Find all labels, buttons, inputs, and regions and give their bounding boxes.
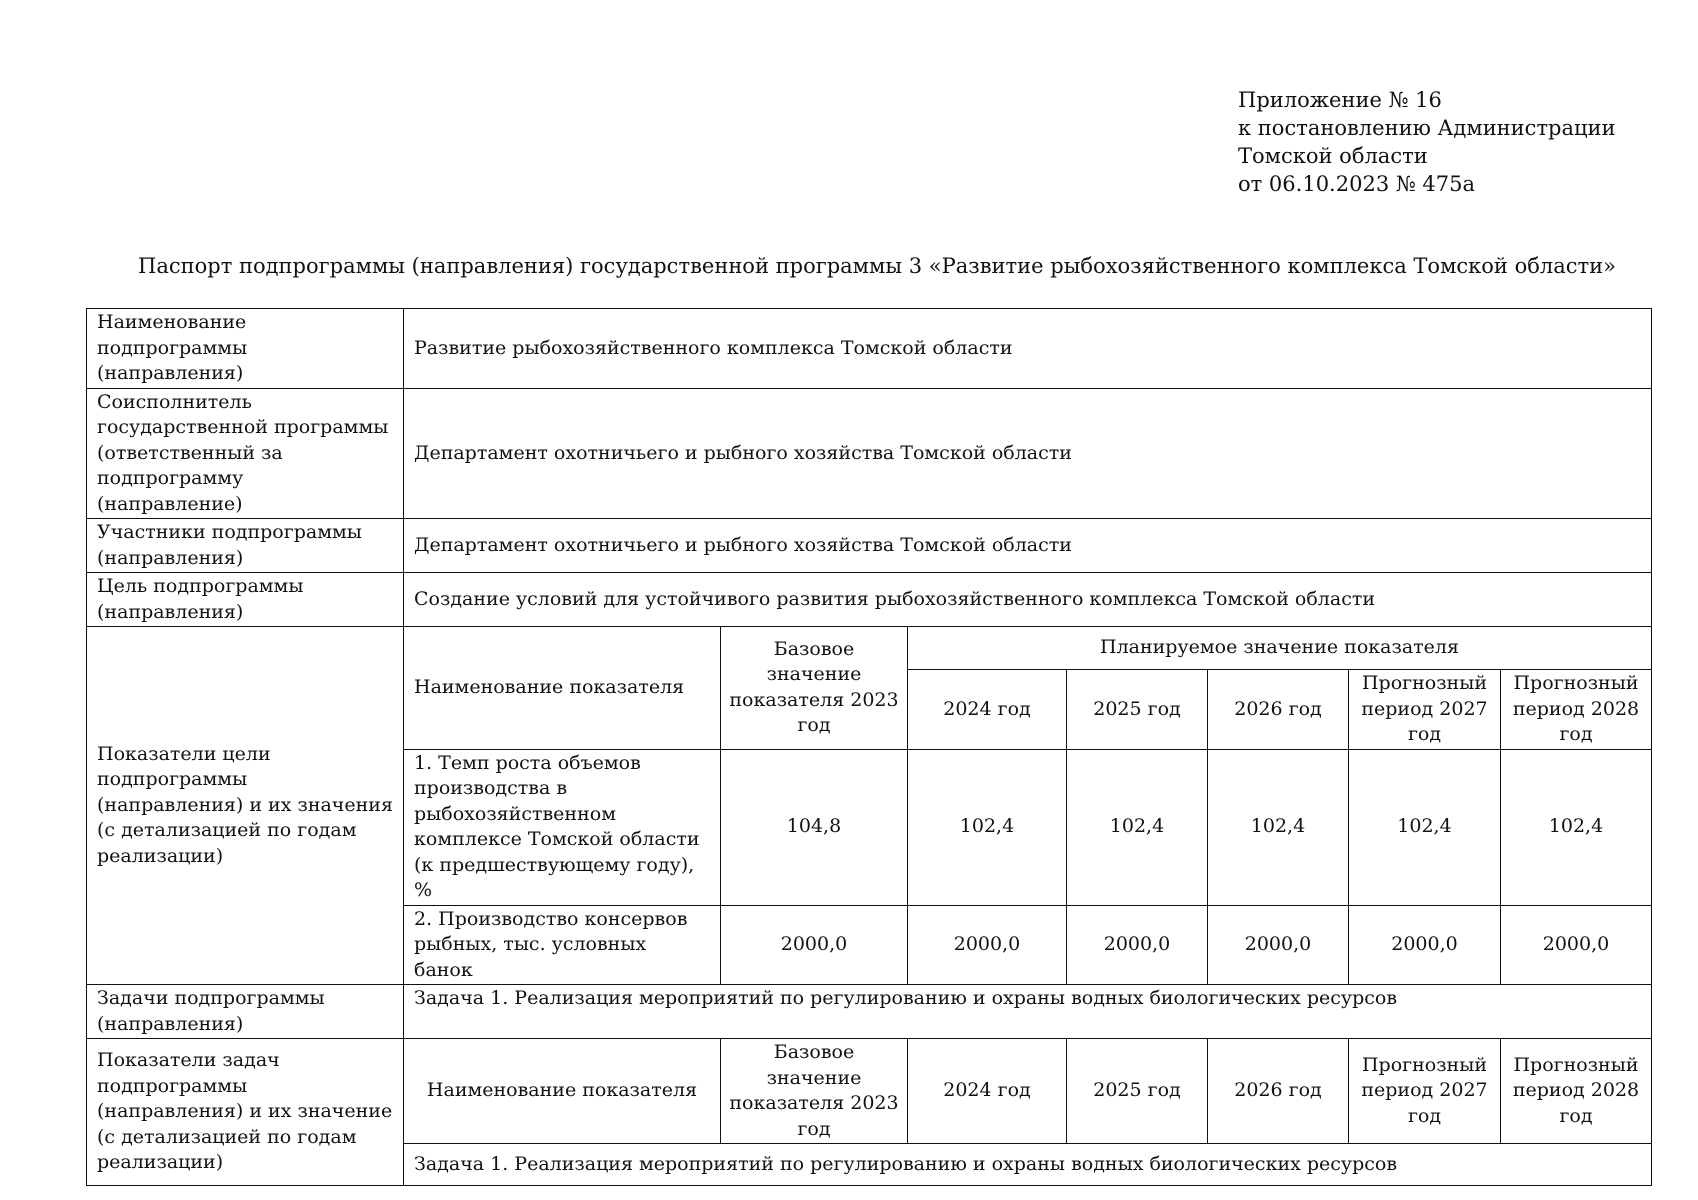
- appendix-reference: к постановлению Администрации: [1238, 116, 1616, 140]
- appendix-date-number: от 06.10.2023 № 475а: [1238, 172, 1475, 196]
- task-header-year-2025: 2025 год: [1067, 1039, 1208, 1144]
- label-coexecutor: Соисполнитель государственной программы (ответственный за подпрограмму (направление): [87, 388, 404, 519]
- document-title: Паспорт подпрограммы (направления) государственной программы 3 «Развитие рыбохозяйственного комплекса Томской области»: [138, 254, 1616, 278]
- indicator-value-2024: 2000,0: [908, 905, 1067, 985]
- header-year-2027: Прогнозный период 2027 год: [1349, 670, 1501, 750]
- row-tasks: [87, 985, 1652, 1039]
- indicator-value-2025: 102,4: [1067, 749, 1208, 905]
- value-tasks: Задача 1. Реализация мероприятий по регулированию и охраны водных биологических ресурсов: [404, 985, 1652, 1039]
- label-task-indicators: Показатели задач подпрограммы (направления) и их значение (с детализацией по годам реализации): [87, 1039, 404, 1186]
- row-goal: [87, 573, 1652, 627]
- indicator-base-value: 104,8: [721, 749, 908, 905]
- row-coexecutor: [87, 388, 1652, 519]
- indicator-value-2025: 2000,0: [1067, 905, 1208, 985]
- header-base-value: Базовое значение показателя 2023 год: [721, 627, 908, 750]
- indicator-value-2024: 102,4: [908, 749, 1067, 905]
- value-subprogram-name: Развитие рыбохозяйственного комплекса Томской области: [404, 309, 1652, 389]
- header-year-2025: 2025 год: [1067, 670, 1208, 750]
- task-header-year-2028: Прогнозный период 2028 год: [1501, 1039, 1652, 1144]
- task-header-year-2026: 2026 год: [1208, 1039, 1349, 1144]
- appendix-block: [1238, 86, 1616, 198]
- indicator-value-2026: 102,4: [1208, 749, 1349, 905]
- row-subprogram-name: [87, 309, 1652, 389]
- row-task-indicators-header: [87, 1039, 1652, 1144]
- task-header-year-2024: 2024 год: [908, 1039, 1067, 1144]
- indicator-name: 1. Темп роста объемов производства в рыбохозяйственном комплексе Томской области (к предшествующему году), %: [404, 749, 721, 905]
- indicator-value-2027: 2000,0: [1349, 905, 1501, 985]
- indicator-value-2027: 102,4: [1349, 749, 1501, 905]
- indicator-base-value: 2000,0: [721, 905, 908, 985]
- label-goal: Цель подпрограммы (направления): [87, 573, 404, 627]
- value-goal: Создание условий для устойчивого развития рыбохозяйственного комплекса Томской области: [404, 573, 1652, 627]
- header-indicator-name: Наименование показателя: [404, 627, 721, 750]
- task-indicators-task1: Задача 1. Реализация мероприятий по регулированию и охраны водных биологических ресурсов: [404, 1144, 1652, 1186]
- indicator-value-2028: 2000,0: [1501, 905, 1652, 985]
- header-year-2024: 2024 год: [908, 670, 1067, 750]
- indicator-value-2026: 2000,0: [1208, 905, 1349, 985]
- appendix-number: Приложение № 16: [1238, 88, 1442, 112]
- value-coexecutor: Департамент охотничьего и рыбного хозяйства Томской области: [404, 388, 1652, 519]
- value-participants: Департамент охотничьего и рыбного хозяйства Томской области: [404, 519, 1652, 573]
- indicator-value-2028: 102,4: [1501, 749, 1652, 905]
- row-participants: [87, 519, 1652, 573]
- task-header-base-value: Базовое значение показателя 2023 год: [721, 1039, 908, 1144]
- passport-table: [86, 308, 1652, 1186]
- task-header-year-2027: Прогнозный период 2027 год: [1349, 1039, 1501, 1144]
- indicator-name: 2. Производство консервов рыбных, тыс. условных банок: [404, 905, 721, 985]
- header-year-2028: Прогнозный период 2028 год: [1501, 670, 1652, 750]
- header-year-2026: 2026 год: [1208, 670, 1349, 750]
- row-goal-indicators-header-1: [87, 627, 1652, 670]
- appendix-region: Томской области: [1238, 144, 1428, 168]
- label-participants: Участники подпрограммы (направления): [87, 519, 404, 573]
- label-tasks: Задачи подпрограммы (направления): [87, 985, 404, 1039]
- label-subprogram-name: Наименование подпрограммы (направления): [87, 309, 404, 389]
- header-planned-value: Планируемое значение показателя: [908, 627, 1652, 670]
- label-goal-indicators: Показатели цели подпрограммы (направления) и их значения (с детализацией по годам реализации): [87, 627, 404, 985]
- task-header-indicator-name: Наименование показателя: [404, 1039, 721, 1144]
